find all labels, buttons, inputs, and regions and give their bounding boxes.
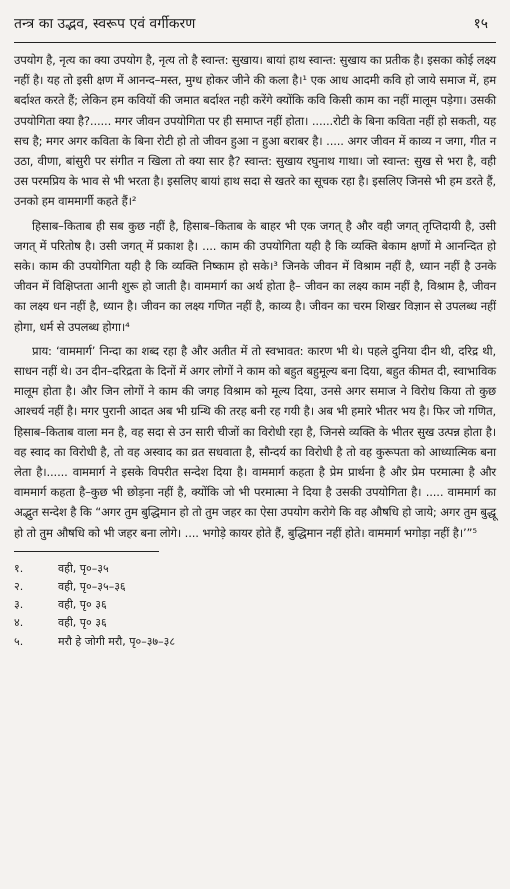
- header-rule: [14, 42, 496, 43]
- running-header: [14, 14, 496, 36]
- footnote-3: ३. वही, पृ० ३६: [14, 598, 107, 612]
- footnote-4: ४. वही, पृ० ३६: [14, 616, 107, 630]
- paragraph-3: प्राय: ‘वाममार्ग’ निन्दा का शब्द रहा है और अतीत में तो स्वभावत: कारण भी थे। पहले दुनिया दीन थी, दरिद्र थी, साधन नहीं थे। उन दीन–दरिद्रता के दिनों में अगर लोगों ने काम को बहुत बहुमूल्य बना दिया, बहुत कीमत दी, स्वाभाविक मालूम होता है। और जिन लोगों ने काम की जगह विश्राम को मूल्य दिया, उनसे अगर समाज ने विरोध किया तो कुछ आश्चर्य नहीं है। मगर पुरानी आदत अब भी ग्रन्थि की तरह बनी रह गयी है। अब भी हमारे भीतर भय है। फिर जो गणित, हिसाब–किताब वाला मन है, वह सदा से उन सारी चीजों का विरोधी रहा है, जिनसे व्यक्ति के भीतर सुख उत्पन्न होता है। वह स्वाद का विरोधी है, तो वह अस्वाद का व्रत सधवाता है, सौन्दर्य का विरोधी है तो वह कुरूपता को आध्यात्मिक बना लेता है।...... वाममार्ग ने इसके विपरीत सन्देश दिया है। वाममार्ग कहता है प्रेम प्रार्थना है और प्रेम परमात्मा है और वाममार्ग कहता है–कुछ भी छोड़ना नहीं है, क्योंकि जो भी परमात्मा ने दिया है उसकी उपयोगिता है। ..... वाममार्ग का अद्भुत सन्देश है कि “अगर तुम बुद्धिमान हो तो तुम जहर का ऐसा उपयोग करोगे कि वह औषधि हो जाये; अगर तुम बुद्धू हो तो तुम औषधि को भी जहर बना लोगे। .... भगोड़े कायर होते हैं, बुद्धिमान नहीं होते। वाममार्ग भगोड़ा नहीं है।’”⁵: [14, 343, 496, 540]
- footnote-1: १. वही, पृ०–३५: [14, 561, 109, 575]
- footnote-5: ५. मरौ हे जोगी मरौ, पृ०–३७–३८: [14, 634, 176, 648]
- chapter-title: तन्त्र का उद्भव, स्वरूप एवं वर्गीकरण: [14, 16, 196, 32]
- paragraph-2: हिसाब–किताब ही सब कुछ नहीं है, हिसाब–किताब के बाहर भी एक जगत् है और वही जगत् तृप्तिदायी है, उसी जगत् में परितोष है। उसी जगत् में प्रकाश है। .... काम की उपयोगिता यही है कि व्यक्ति बेकाम क्षणों मे आनन्दित हो सके। काम की उपयोगिता यही है कि व्यक्ति निष्काम हो सके।³ जिनके जीवन में विश्राम नहीं है, ध्यान नहीं है उनके जीवन में विक्षिप्तता आनी शुरू हो जाती है। वाममार्ग का अर्थ होता है– जीवन का लक्ष्य काम नहीं है, विश्राम है, जीवन का लक्ष्य धन नहीं है, ध्यान है। जीवन का लक्ष्य गणित नहीं है, काव्य है। जीवन का चरम शिखर विज्ञान से उपलब्ध नहीं होगा, धर्म से उपलब्ध होगा।⁴: [14, 218, 496, 334]
- footnotes: [14, 560, 496, 651]
- footnote-2: २. वही, पृ०–३५–३६: [14, 580, 126, 594]
- footnote-rule: [14, 551, 159, 552]
- paragraph-1: उपयोग है, नृत्य का क्या उपयोग है, नृत्य तो है स्वान्त: सुखाय। बायां हाथ स्वान्त: सुखाय का प्रतीक है। इसका कोई लक्ष्य नहीं है। यह तो इसी क्षण में आनन्द–मस्त, मुग्ध होकर जीने की कला है।¹ एक आध आदमी कवि हो जाये समाज में, हम बर्दाश्त करते हैं; लेकिन हम कवियों की जमात बर्दाश्त नही करेंगे क्योंकि कवि किसी काम का नहीं मालूम पड़ेगा। उसकी उपयोगिता क्या है?...... मगर जीवन उपयोगिता पर ही समाप्त नहीं होता। ......रोटी के बिना कविता नहीं हो सकती, यह सच है; मगर अगर कविता के बिना रोटी हो तो जीवन हुआ न हुआ बराबर है। ..... अगर जीवन में काव्य न जगा, गीत न उठा, वीणा, बांसुरी पर संगीत न खिला तो क्या सार है? स्वान्त: सुखाय रघुनाथ गाथा। जो स्वान्त: सुख से भरा है, वही उस परमप्रिय के भाव से भी भरता है। इसलिए बायां हाथ सदा से खतरे का सूचक रहा है। इसलिए जिनसे भी हम डरते हैं, उनको हम वाममार्गी कहते हैं।²: [14, 53, 496, 209]
- page-number: १५: [473, 16, 488, 32]
